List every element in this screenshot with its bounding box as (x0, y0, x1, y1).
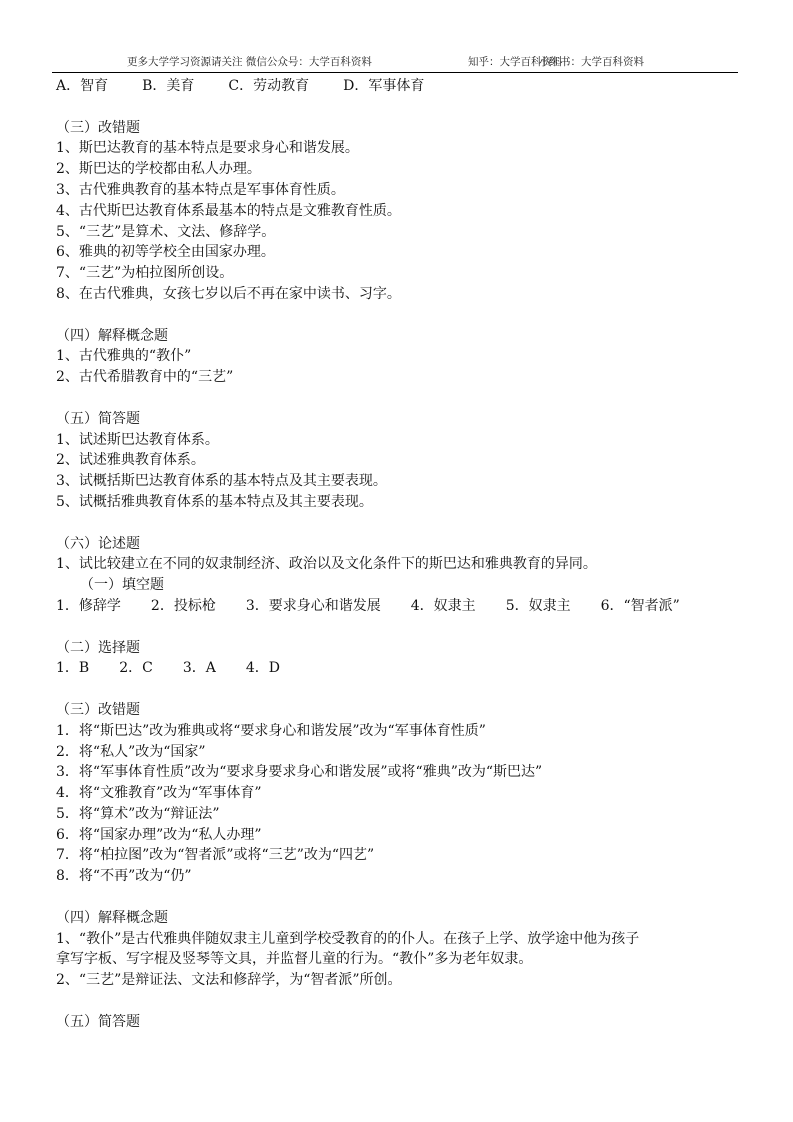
paragraph-line: 拿写字板、写字棍及竖琴等文具，并监督儿童的行为。“教仆”多为老年奴隶。 (56, 951, 533, 968)
answer-item: 1．B (56, 660, 90, 677)
list-item: 6．将“国家办理”改为“私人办理” (56, 826, 262, 843)
answer-item: 4．D (245, 660, 280, 677)
section-title: （六）论述题 (56, 535, 140, 552)
list-item: 2．将“私人”改为“国家” (56, 743, 206, 760)
section-title: （三）改错题 (56, 119, 140, 136)
list-item: 8．将“不再”改为“仍” (56, 868, 192, 885)
section-title: （二）选择题 (56, 639, 140, 656)
header-wechat: 更多大学学习资源请关注 微信公众号：大学百科资料 (127, 56, 372, 68)
header-zhihu: 知乎：大学百科资料 (468, 56, 563, 68)
section-title: （四）解释概念题 (56, 909, 168, 926)
section-title: （五）简答题 (56, 1013, 140, 1030)
option-a: A．智育 (56, 78, 109, 94)
list-item: 1、试述斯巴达教育体系。 (56, 431, 219, 448)
option-d: D．军事体育 (343, 78, 425, 94)
list-item: 5．将“算术”改为“辩证法” (56, 805, 220, 822)
paragraph-line: 1、“教仆”是古代雅典伴随奴隶主儿童到学校受教育的的仆人。在孩子上学、放学途中他为孩子 (56, 930, 640, 947)
list-item: 6、雅典的初等学校全由国家办理。 (56, 244, 275, 261)
list-item: 3、试概括斯巴达教育体系的基本特点及其主要表现。 (56, 473, 387, 490)
answer-item: 5．奴隶主 (505, 597, 571, 614)
list-item: 5、“三艺”是算术、文法、修辞学。 (56, 223, 276, 240)
list-item: 7．将“柏拉图”改为“智者派”或将“三艺”改为“四艺” (56, 847, 375, 864)
option-c: C．劳动教育 (228, 78, 310, 94)
list-item: 2、斯巴达的学校都由私人办理。 (56, 161, 261, 178)
choice-options (56, 76, 746, 97)
list-item: 5、试概括雅典教育体系的基本特点及其主要表现。 (56, 493, 373, 510)
section-title: （五）简答题 (56, 410, 140, 427)
list-item: 1．将“斯巴达”改为雅典或将“要求身心和谐发展”改为“军事体育性质” (56, 722, 486, 739)
page-header (0, 52, 793, 68)
list-item: 4．将“文雅教育”改为“军事体育” (56, 785, 262, 802)
list-item: 2、试述雅典教育体系。 (56, 452, 205, 469)
section-title: （三）改错题 (56, 701, 140, 718)
choice-answers (56, 658, 746, 679)
list-item: 7、“三艺”为柏拉图所创设。 (56, 265, 234, 282)
list-item: 1、斯巴达教育的基本特点是要求身心和谐发展。 (56, 140, 359, 157)
list-item: 3、古代雅典教育的基本特点是军事体育性质。 (56, 181, 345, 198)
list-item: 2、古代希腊教育中的“三艺” (56, 369, 234, 386)
list-item: 1、古代雅典的“教仆” (56, 348, 192, 365)
section-title: （一）填空题 (80, 577, 164, 594)
list-item: 3．将“军事体育性质”改为“要求身要求身心和谐发展”或将“雅典”改为“斯巴达” (56, 764, 543, 781)
list-item: 4、古代斯巴达教育体系最基本的特点是文雅教育性质。 (56, 202, 401, 219)
answer-item: 1．修辞学 (56, 597, 121, 614)
list-item: 2、“三艺”是辩证法、文法和修辞学，为“智者派”所创。 (56, 972, 402, 989)
answer-item: 6．“智者派” (600, 597, 680, 614)
list-item: 1、试比较建立在不同的奴隶制经济、政治以及文化条件下的斯巴达和雅典教育的异同。 (56, 556, 597, 573)
list-item: 8、在古代雅典，女孩七岁以后不再在家中读书、习字。 (56, 285, 401, 302)
answer-item: 2．投标枪 (150, 597, 216, 614)
answer-item: 3．要求身心和谐发展 (245, 597, 381, 614)
header-xiaohongshu: 小红书：大学百科资料 (539, 56, 644, 68)
section-title: （四）解释概念题 (56, 327, 168, 344)
option-b: B．美育 (142, 78, 195, 94)
document-body (56, 76, 746, 1033)
answer-item: 3．A (182, 660, 216, 677)
header-divider (52, 72, 738, 73)
answer-item: 4．奴隶主 (410, 597, 476, 614)
fill-answers (56, 596, 746, 617)
answer-item: 2．C (119, 660, 153, 677)
